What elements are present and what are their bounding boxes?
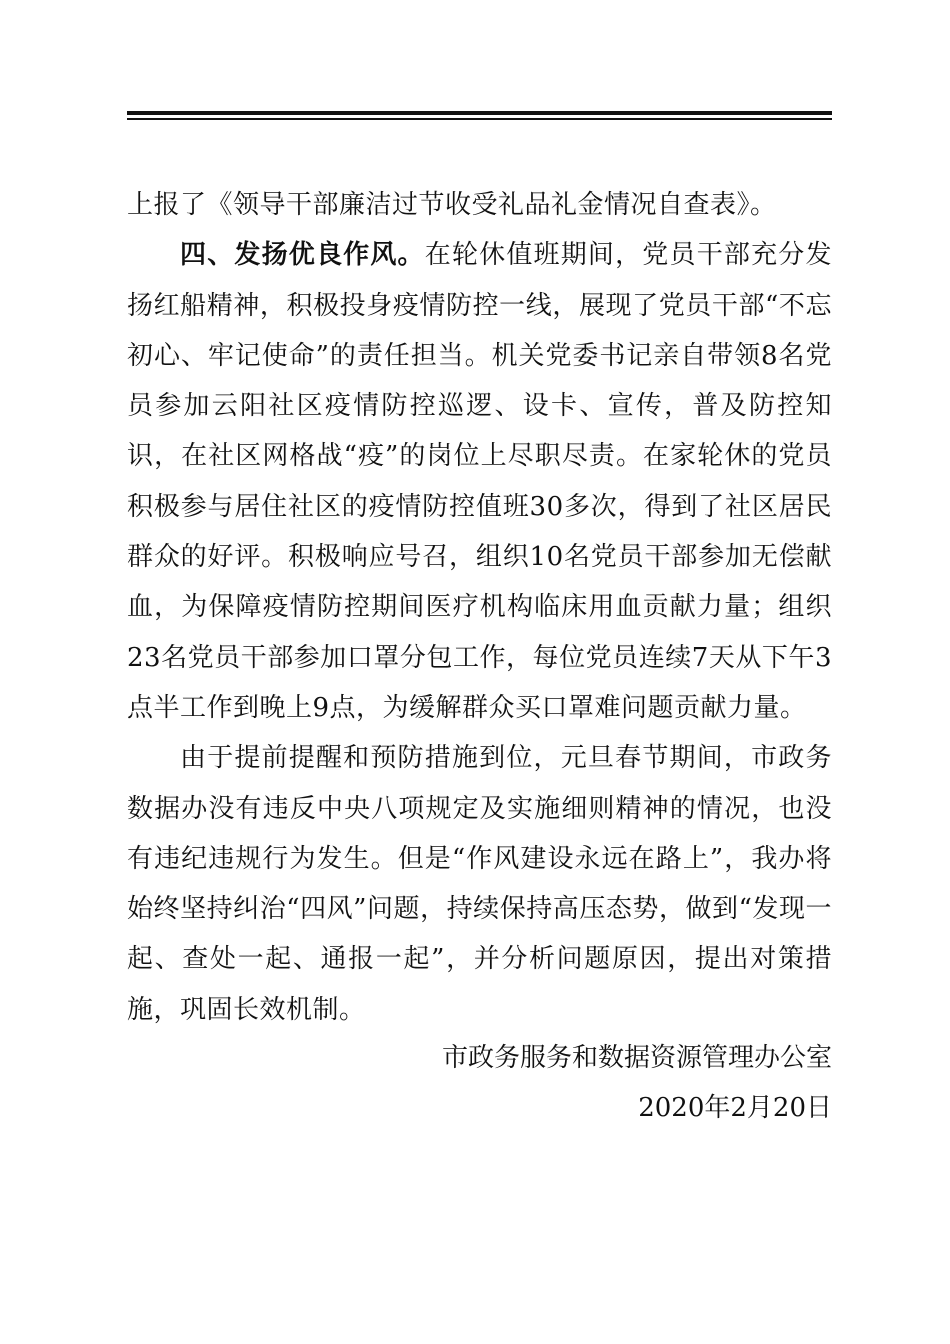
- header-rule-thick: [127, 111, 832, 115]
- header-rule-thin: [127, 118, 832, 120]
- paragraph-2: [127, 230, 832, 733]
- signature-organization: 市政务服务和数据资源管理办公室: [441, 1043, 832, 1073]
- body-text: [127, 180, 832, 1035]
- signature-date: 2020年2月20日: [638, 1093, 832, 1123]
- paragraph-1: 上报了《领导干部廉洁过节收受礼品礼金情况自查表》。: [127, 190, 777, 220]
- paragraph-3: 由于提前提醒和预防措施到位，元旦春节期间，市政务数据办没有违反中央八项规定及实施细则精神的情况，也没有违纪违规行为发生。但是“作风建设永远在路上”，我办将始终坚持纠治“四风”问题，持续保持高压态势，做到“发现一起、查处一起、通报一起”，并分析问题原因，提出对策措施，巩固长效机制。: [127, 743, 832, 1025]
- paragraph-2-body: 在轮休值班期间，党员干部充分发扬红船精神，积极投身疫情防控一线，展现了党员干部“不忘初心、牢记使命”的责任担当。机关党委书记亲自带领8名党员参加云阳社区疫情防控巡逻、设卡、宣传，普及防控知识，在社区网格战“疫”的岗位上尽职尽责。在家轮休的党员积极参与居住社区的疫情防控值班30多次，得到了社区居民群众的好评。积极响应号召，组织10名党员干部参加无偿献血，为保障疫情防控期间医疗机构临床用血贡献力量；组织23名党员干部参加口罩分包工作，每位党员连续7天从下午3点半工作到晚上9点，为缓解群众买口罩难问题贡献力量。: [127, 240, 832, 723]
- section-heading: 四、发扬优良作风。: [180, 240, 425, 271]
